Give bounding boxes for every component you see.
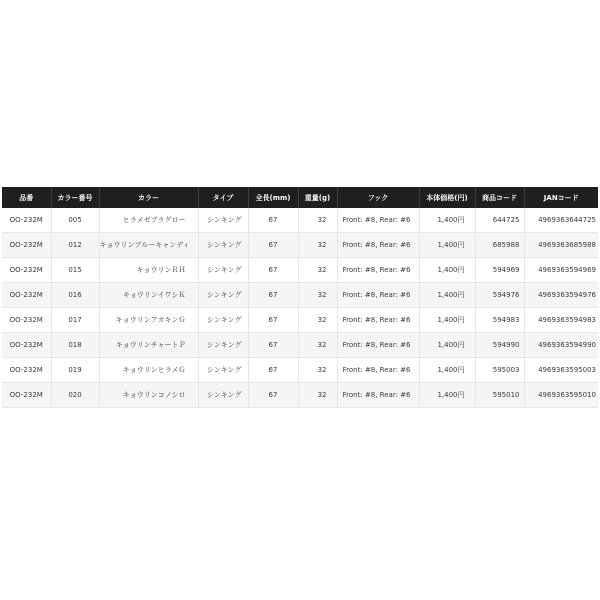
cell-color-number: 012 [51, 233, 99, 258]
cell-length: 67 [248, 283, 298, 308]
cell-hook: Front: #8, Rear: #6 [337, 333, 419, 358]
cell-length: 67 [248, 358, 298, 383]
cell-color-number: 015 [51, 258, 99, 283]
cell-part-number: OO-232M [2, 208, 51, 233]
cell-color: キョウリンブルーキャンディ [99, 233, 198, 258]
cell-product-code: 644725 [475, 208, 524, 233]
cell-length: 67 [248, 258, 298, 283]
cell-color-number: 018 [51, 333, 99, 358]
cell-color: キョウリンイワシＫ [99, 283, 198, 308]
cell-color: キョウリンチャートＰ [99, 333, 198, 358]
table-row [2, 258, 598, 283]
cell-color-number: 017 [51, 308, 99, 333]
cell-part-number: OO-232M [2, 383, 51, 408]
cell-hook: Front: #8, Rear: #6 [337, 383, 419, 408]
header-length: 全長(mm) [248, 187, 298, 208]
cell-weight: 32 [298, 358, 337, 383]
cell-color: ヒラメゼブラグロー [99, 208, 198, 233]
cell-color-number: 020 [51, 383, 99, 408]
table-row [2, 233, 598, 258]
cell-price: 1,400円 [419, 208, 475, 233]
cell-color: キョウリンコノシロ [99, 383, 198, 408]
cell-weight: 32 [298, 333, 337, 358]
cell-hook: Front: #8, Rear: #6 [337, 308, 419, 333]
cell-weight: 32 [298, 383, 337, 408]
header-color: カラー [99, 187, 198, 208]
header-hook: フック [337, 187, 419, 208]
table-row [2, 208, 598, 233]
cell-length: 67 [248, 383, 298, 408]
cell-color-number: 005 [51, 208, 99, 233]
cell-hook: Front: #8, Rear: #6 [337, 208, 419, 233]
cell-hook: Front: #8, Rear: #6 [337, 233, 419, 258]
cell-weight: 32 [298, 208, 337, 233]
cell-price: 1,400円 [419, 258, 475, 283]
cell-color-number: 019 [51, 358, 99, 383]
cell-color: キョウリンヒラメＧ [99, 358, 198, 383]
cell-type: シンキング [198, 383, 248, 408]
cell-weight: 32 [298, 258, 337, 283]
header-weight: 重量(g) [298, 187, 337, 208]
cell-type: シンキング [198, 258, 248, 283]
header-color-number: カラー番号 [51, 187, 99, 208]
cell-product-code: 685988 [475, 233, 524, 258]
cell-product-code: 594976 [475, 283, 524, 308]
cell-jan-code: 4969363595010 [524, 383, 598, 408]
cell-color: キョウリンＲＨ [99, 258, 198, 283]
cell-type: シンキング [198, 283, 248, 308]
cell-part-number: OO-232M [2, 358, 51, 383]
cell-type: シンキング [198, 333, 248, 358]
cell-jan-code: 4969363594990 [524, 333, 598, 358]
cell-jan-code: 4969363595003 [524, 358, 598, 383]
header-part-number: 品番 [2, 187, 51, 208]
header-jan-code: JANコード [524, 187, 598, 208]
cell-hook: Front: #8, Rear: #6 [337, 283, 419, 308]
header-product-code: 商品コード [475, 187, 524, 208]
cell-type: シンキング [198, 233, 248, 258]
cell-jan-code: 4969363594976 [524, 283, 598, 308]
cell-part-number: OO-232M [2, 233, 51, 258]
table-row [2, 283, 598, 308]
cell-hook: Front: #8, Rear: #6 [337, 358, 419, 383]
cell-weight: 32 [298, 308, 337, 333]
cell-jan-code: 4969363685988 [524, 233, 598, 258]
header-price: 本体価格(円) [419, 187, 475, 208]
header-type: タイプ [198, 187, 248, 208]
cell-color-number: 016 [51, 283, 99, 308]
cell-part-number: OO-232M [2, 258, 51, 283]
cell-weight: 32 [298, 233, 337, 258]
cell-product-code: 595003 [475, 358, 524, 383]
cell-length: 67 [248, 233, 298, 258]
spec-table [2, 187, 598, 408]
cell-part-number: OO-232M [2, 333, 51, 358]
table-row [2, 358, 598, 383]
cell-price: 1,400円 [419, 308, 475, 333]
table-row [2, 383, 598, 408]
cell-price: 1,400円 [419, 333, 475, 358]
cell-jan-code: 4969363594969 [524, 258, 598, 283]
cell-jan-code: 4969363594983 [524, 308, 598, 333]
table-header-row [2, 187, 598, 208]
cell-part-number: OO-232M [2, 283, 51, 308]
cell-product-code: 594990 [475, 333, 524, 358]
cell-length: 67 [248, 333, 298, 358]
cell-product-code: 594983 [475, 308, 524, 333]
table-row [2, 333, 598, 358]
cell-part-number: OO-232M [2, 308, 51, 333]
table-row [2, 308, 598, 333]
cell-type: シンキング [198, 358, 248, 383]
cell-color: キョウリンアカキンＧ [99, 308, 198, 333]
cell-price: 1,400円 [419, 358, 475, 383]
cell-length: 67 [248, 308, 298, 333]
cell-product-code: 594969 [475, 258, 524, 283]
cell-price: 1,400円 [419, 233, 475, 258]
cell-type: シンキング [198, 208, 248, 233]
cell-length: 67 [248, 208, 298, 233]
cell-jan-code: 4969363644725 [524, 208, 598, 233]
cell-product-code: 595010 [475, 383, 524, 408]
cell-price: 1,400円 [419, 283, 475, 308]
cell-price: 1,400円 [419, 383, 475, 408]
cell-weight: 32 [298, 283, 337, 308]
cell-type: シンキング [198, 308, 248, 333]
cell-hook: Front: #8, Rear: #6 [337, 258, 419, 283]
